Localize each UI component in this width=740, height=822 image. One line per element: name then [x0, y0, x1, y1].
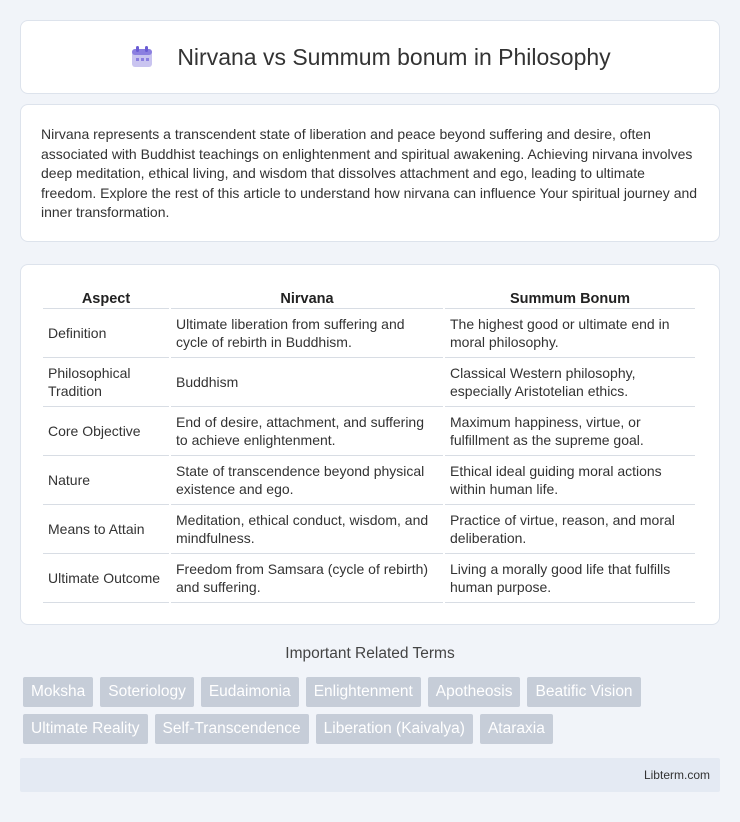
cell-nirvana: State of transcendence beyond physical existence and ego. — [171, 456, 443, 505]
header-summum-bonum: Summum Bonum — [445, 285, 695, 309]
cell-summum-bonum: Classical Western philosophy, especially Aristotelian ethics. — [445, 358, 695, 407]
table-row — [43, 505, 695, 554]
cell-aspect: Nature — [43, 456, 169, 505]
cell-summum-bonum: Living a morally good life that fulfills human purpose. — [445, 554, 695, 603]
cell-aspect: Core Objective — [43, 407, 169, 456]
comparison-table — [41, 285, 697, 603]
comparison-table-card — [20, 264, 720, 625]
term-tag[interactable]: Ataraxia — [480, 714, 553, 744]
term-tag[interactable]: Moksha — [23, 677, 93, 707]
page-title: Nirvana vs Summum bonum in Philosophy — [177, 43, 611, 70]
cell-nirvana: End of desire, attachment, and suffering to achieve enlightenment. — [171, 407, 443, 456]
table-row — [43, 309, 695, 358]
term-tag[interactable]: Eudaimonia — [201, 677, 299, 707]
term-tag[interactable]: Apotheosis — [428, 677, 521, 707]
cell-aspect: Means to Attain — [43, 505, 169, 554]
footer-site-link[interactable]: Libterm.com — [643, 768, 710, 782]
cell-aspect: Philosophical Tradition — [43, 358, 169, 407]
footer — [20, 758, 720, 792]
calendar-icon — [129, 44, 155, 70]
header-nirvana: Nirvana — [171, 285, 443, 309]
term-tag[interactable]: Soteriology — [100, 677, 194, 707]
cell-nirvana: Meditation, ethical conduct, wisdom, and mindfulness. — [171, 505, 443, 554]
related-terms-title: Important Related Terms — [285, 645, 455, 662]
header-aspect: Aspect — [43, 285, 169, 309]
term-tag[interactable]: Ultimate Reality — [23, 714, 148, 744]
table-row — [43, 358, 695, 407]
table-header-row — [43, 285, 695, 309]
cell-nirvana: Freedom from Samsara (cycle of rebirth) and suffering. — [171, 554, 443, 603]
table-row — [43, 407, 695, 456]
cell-aspect: Definition — [43, 309, 169, 358]
term-tag[interactable]: Enlightenment — [306, 677, 421, 707]
cell-summum-bonum: Ethical ideal guiding moral actions within human life. — [445, 456, 695, 505]
cell-summum-bonum: The highest good or ultimate end in moral philosophy. — [445, 309, 695, 358]
related-terms-list — [23, 677, 723, 751]
cell-nirvana: Ultimate liberation from suffering and cycle of rebirth in Buddhism. — [171, 309, 443, 358]
term-tag[interactable]: Liberation (Kaivalya) — [316, 714, 473, 744]
intro-card — [20, 104, 720, 242]
cell-nirvana: Buddhism — [171, 358, 443, 407]
term-tag[interactable]: Beatific Vision — [527, 677, 640, 707]
term-tag[interactable]: Self-Transcendence — [155, 714, 309, 744]
table-row — [43, 554, 695, 603]
table-row — [43, 456, 695, 505]
cell-aspect: Ultimate Outcome — [43, 554, 169, 603]
page-header — [20, 20, 720, 94]
cell-summum-bonum: Practice of virtue, reason, and moral deliberation. — [445, 505, 695, 554]
cell-summum-bonum: Maximum happiness, virtue, or fulfillment as the supreme goal. — [445, 407, 695, 456]
intro-text: Nirvana represents a transcendent state of liberation and peace beyond suffering and desire, often associated with Buddhist teachings on enlightenment and spiritual awakening. Achieving nirvana involves deep meditation, ethical living, and wisdom that dissolves attachment and ego, leading to ultimate freedom. Explore the rest of this article to understand how nirvana can influence Your spiritual journey and inner transformation. — [41, 126, 698, 220]
